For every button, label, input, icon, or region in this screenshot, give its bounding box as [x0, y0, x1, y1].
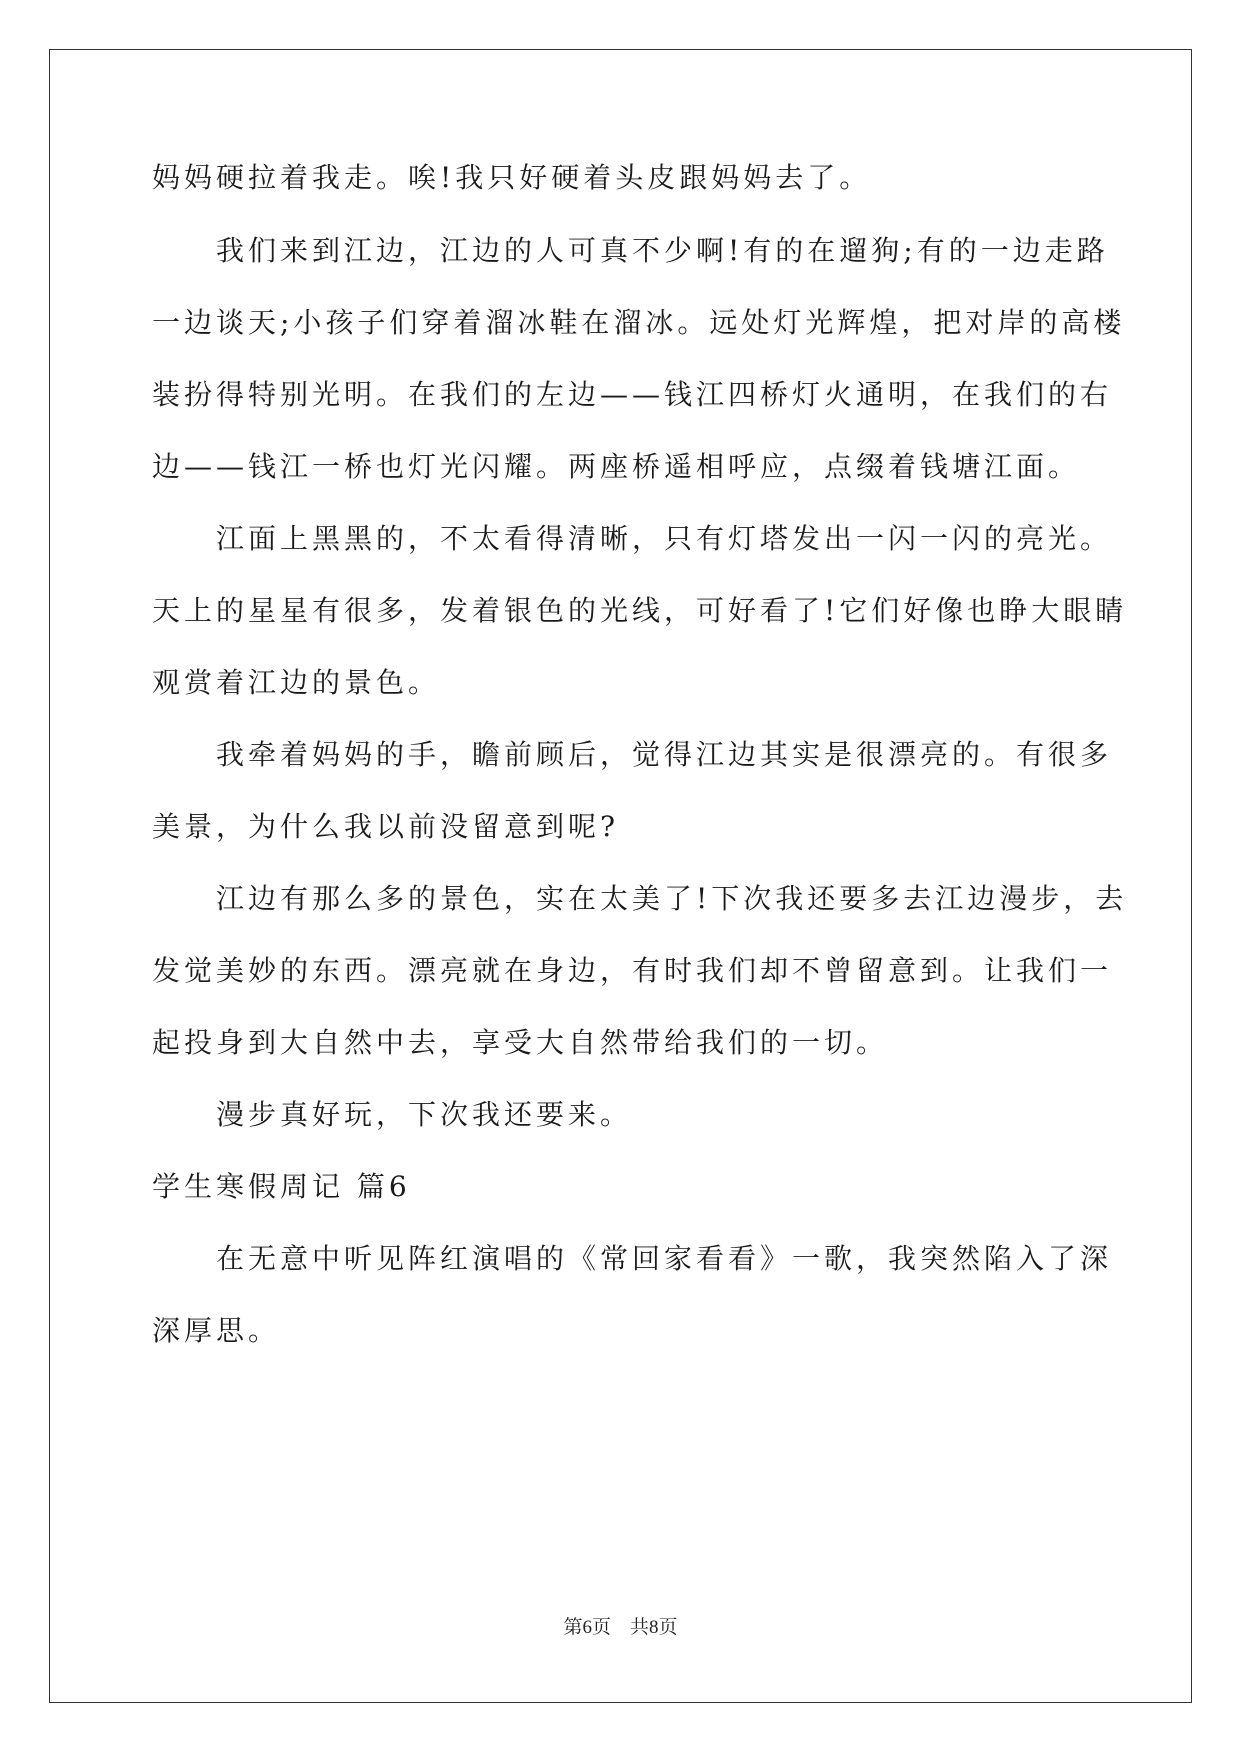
text-line: 我们来到江边，江边的人可真不少啊!有的在遛狗;有的一边走路 [152, 234, 1109, 267]
text-line: 一边谈天;小孩子们穿着溜冰鞋在溜冰。远处灯光辉煌，把对岸的高楼 [152, 306, 1126, 339]
text-line: 发觉美妙的东西。漂亮就在身边，有时我们却不曾留意到。让我们一 [152, 954, 1113, 987]
text-line: 边——钱江一桥也灯光闪耀。两座桥遥相呼应，点缀着钱塘江面。 [152, 450, 1081, 483]
text-line: 江边有那么多的景色，实在太美了!下次我还要多去江边漫步，去 [152, 882, 1128, 915]
text-line: 装扮得特别光明。在我们的左边——钱江四桥灯火通明，在我们的右 [152, 378, 1113, 411]
page-border [49, 49, 1192, 1703]
text-line: 起投身到大自然中去，享受大自然带给我们的一切。 [152, 1026, 889, 1059]
text-line: 美景，为什么我以前没留意到呢? [152, 810, 620, 843]
text-line: 观赏着江边的景色。 [152, 666, 441, 699]
page-footer [0, 1612, 1241, 1639]
text-line: 在无意中听见阵红演唱的《常回家看看》一歌，我突然陷入了深 [152, 1242, 1113, 1275]
text-line: 深厚思。 [152, 1314, 281, 1347]
text-line: 漫步真好玩，下次我还要来。 [152, 1098, 633, 1131]
section-heading: 学生寒假周记 篇6 [152, 1170, 411, 1203]
text-line: 妈妈硬拉着我走。唉!我只好硬着头皮跟妈妈去了。 [152, 161, 872, 194]
text-line: 我牵着妈妈的手，瞻前顾后，觉得江边其实是很漂亮的。有很多 [152, 738, 1113, 771]
text-line: 天上的星星有很多，发着银色的光线，可好看了!它们好像也睁大眼睛 [152, 594, 1128, 627]
text-line: 江面上黑黑的，不太看得清晰，只有灯塔发出一闪一闪的亮光。 [152, 522, 1113, 555]
page-number: 第6页 共8页 [563, 1617, 678, 1638]
